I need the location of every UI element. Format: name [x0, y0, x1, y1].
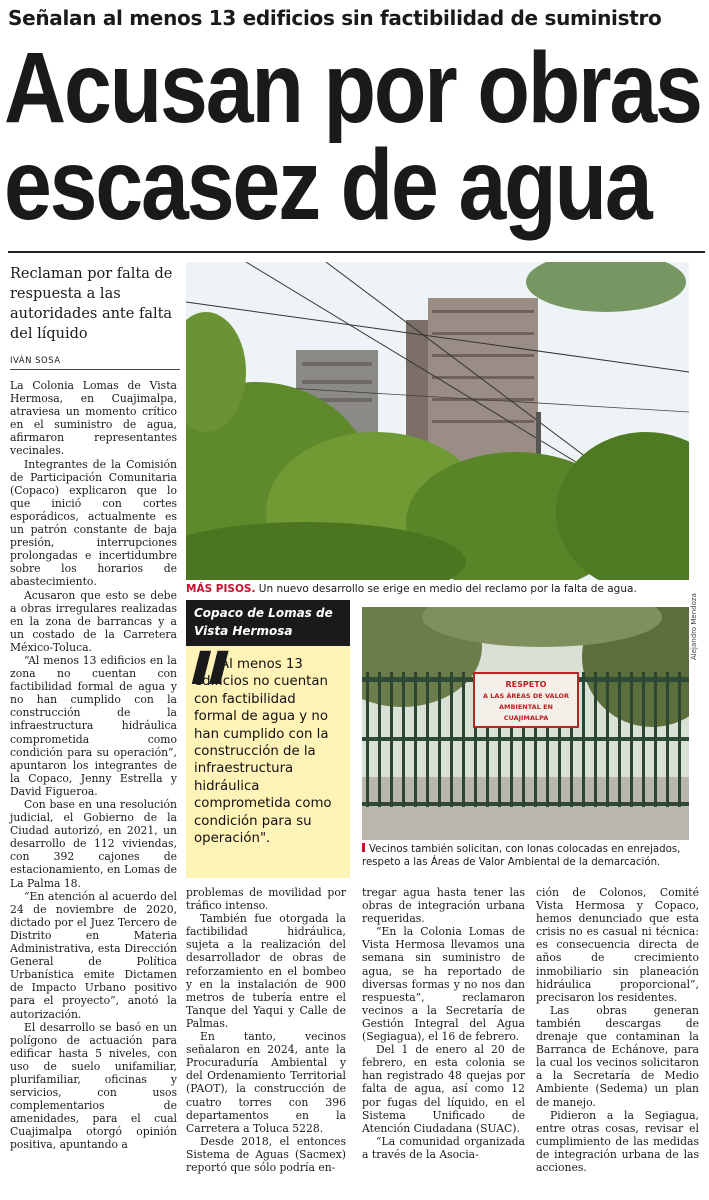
paragraph: Del 1 de enero al 20 de febrero, en esta colonia se han registrado 48 quejas por falta de agua, así como 12 por fugas del líquido, en el Sistema Unificado de Atención Ciudadana (SUAC). [362, 1043, 525, 1135]
sign-line-2: A LAS ÁREAS DE VALOR [482, 692, 570, 700]
paragraph: También fue otorgada la factibilidad hidráulica, sujeta a la realización del desarrollador de obras de reforzamiento en el bombeo y en la instalación de 900 metros de tubería entre el Tanque del Yaqui y Calle de Palmas. [186, 912, 346, 1030]
paragraph: “En atención al acuerdo del 24 de noviembre de 2020, dictado por el Juez Tercero de Distrito en Materia Administrativa, esta Dirección General de Política Urbanística emite Dictamen de Impacto Urbano positivo para el proyecto”, anotó la autorización. [10, 889, 177, 1021]
caption-text: Un nuevo desarrollo se erige en medio del reclamo por la falta de agua. [255, 583, 637, 595]
byline-rule [10, 369, 180, 370]
paragraph: En tanto, vecinos señalaron en 2024, ante la Procuraduría Ambiental y del Ordenamiento Territorial (PAOT), la construcción de cuatro torres con 396 departamentos en la Carretera a Toluca 5228. [186, 1030, 346, 1135]
fence-photo-caption [362, 843, 692, 869]
headline [4, 32, 701, 241]
paragraph: Integrantes de la Comisión de Participación Comunitaria (Copaco) explicaron que lo que inició con cortes esporádicos, actualmente es un patrón constante de baja presión, interrupciones prolongadas e incertidumbre sobre los horarios de abastecimiento. [10, 457, 177, 589]
body-column-2 [186, 886, 346, 1174]
quote-box-title: Copaco de Lomas de Vista Hermosa [186, 600, 350, 646]
body-column-3 [362, 886, 525, 1161]
paragraph: Acusaron que esto se debe a obras irregulares realizadas en la zona de barrancas y a un costado de la Carretera México-Toluca. [10, 588, 177, 654]
photo-caption [186, 583, 689, 596]
paragraph: ción de Colonos, Comité Vista Hermosa y Copaco, hemos denunciado que esta crisis no es casual ni técnica: es consecuencia directa de años de crecimiento inmobiliario sin planeación hidráulica proporcional”, precisaron los residentes. [536, 886, 699, 1004]
sign-line-1: RESPETO [505, 680, 547, 689]
paragraph: problemas de movilidad por tráfico intenso. [186, 886, 346, 913]
headline-line-1: Acusan por obras [4, 32, 701, 144]
kicker: Señalan al menos 13 edificios sin factibilidad de suministro [8, 6, 662, 30]
headline-rule [8, 251, 705, 253]
body-column-1 [10, 379, 177, 1152]
pull-quote: Al menos 13 edificios no cuentan con factibilidad formal de agua y no han cumplido con la construcción de la infraestructura hidráulica comprometida como condición para su operación". [194, 657, 332, 847]
photo-credit: Alejandro Mendoza [690, 593, 698, 660]
paragraph: Las obras generan también descargas de drenaje que contaminan la Barranca de Echánove, para la cual los vecinos solicitaron a la Secretaría de Medio Ambiente (Sedema) un plan de manejo. [536, 1003, 699, 1109]
quote-box [186, 600, 350, 878]
dek: Reclaman por falta de respuesta a las autoridades ante falta del líquido [10, 266, 173, 342]
fence-photo [362, 607, 689, 840]
byline: IVÁN SOSA [10, 356, 61, 366]
caption-lead: MÁS PISOS. [186, 583, 256, 595]
paragraph: Pidieron a la Segiagua, entre otras cosas, revisar el cumplimiento de las medidas de integración urbana de las acciones. [536, 1108, 699, 1174]
caption-text: Vecinos también solicitan, con lonas colocadas en enrejados, respeto a las Áreas de Valor Ambiental de la demarcación. [362, 844, 681, 868]
paragraph: La Colonia Lomas de Vista Hermosa, en Cuajimalpa, atraviesa un momento crítico en el suministro de agua, afirmaron representantes vecinales. [10, 379, 177, 458]
fence-photo-image [362, 607, 689, 840]
quote-mark-icon: ▌▌ [192, 651, 236, 684]
paragraph: El desarrollo se basó en un polígono de actuación para edificar hasta 5 niveles, con uso de suelo unifamiliar, plurifamiliar, oficinas y servicios, con usos complementarios de amenidades, para el cual Cuajimalpa otorgó opinión positiva, apuntando a [10, 1020, 177, 1152]
headline-line-2: escasez de agua [4, 129, 651, 241]
paragraph: “La comunidad organizada a través de la Asocia- [362, 1134, 525, 1161]
sign-line-4: CUAJIMALPA [503, 714, 549, 722]
construction-photo-image [186, 262, 689, 580]
paragraph: “Al menos 13 edificios en la zona no cuentan con factibilidad formal de agua y no han cumplido con la construcción de la infraestructura hidráulica comprometida como condición para su operación”, apuntaron los integrantes de la Copaco, Jenny Estrella y David Figueroa. [10, 653, 177, 798]
quote-box-body [186, 646, 350, 847]
body-column-4 [536, 886, 699, 1174]
paragraph: “En la Colonia Lomas de Vista Hermosa llevamos una semana sin suministro de agua, se ha reportado de diversas formas y no nos dan respuesta”, reclamaron vecinos a la Secretaría de Gestión Integral del Agua (Segiagua), el 16 de febrero. [362, 925, 525, 1044]
paragraph: Desde 2018, el entonces Sistema de Aguas (Sacmex) reportó que sólo podría en- [186, 1134, 346, 1174]
paragraph: Con base en una resolución judicial, el Gobierno de la Ciudad autorizó, en 2021, un desarrollo de 112 viviendas, con 392 cajones de estacionamiento, en Lomas de La Palma 18. [10, 798, 177, 890]
paragraph: tregar agua hasta tener las obras de integración urbana requeridas. [362, 886, 525, 926]
sign-line-3: AMBIENTAL EN [499, 703, 553, 711]
construction-photo [186, 262, 689, 580]
respect-sign [474, 673, 578, 727]
caption-bar [362, 843, 365, 852]
